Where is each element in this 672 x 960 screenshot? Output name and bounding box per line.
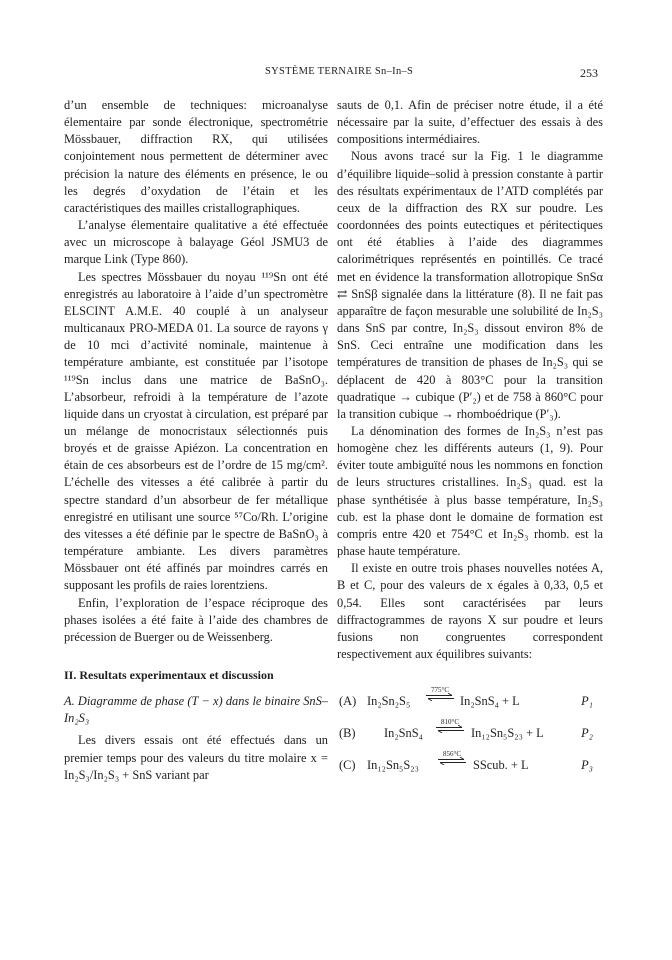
paragraph: Enfin, l’exploration de l’espace réciproque des phases isolées a été faite à l’aide des chambres de précession de Buerger ou de Weissenberg.: [64, 595, 328, 644]
paragraph: La dénomination des formes de In₂S₃ n’est pas homogène chez les différents auteurs (1, 9). Pour éviter toute ambiguïté nous les nommons en fonction de leurs structures cristallines. In₂S₃ quad. est la phase synthétisée à plus basse température, In₂S₃ cub. est la phase dont le domaine de formation est compris entre 420 et 754°C et In₂S₃ rhomb. est la phase haute température.: [337, 423, 603, 559]
paragraph: Les spectres Mössbauer du noyau ¹¹⁹Sn ont été enregistrés au laboratoire à l’aide d’un spectromètre ELSCINT A.M.E. 40 couplé à un analyseur multicanaux PRO-MEDA 01. La source de rayons γ de 10 mci d’activité nominale, maintenue à température ambiante, est constituée par l’isotope ¹¹⁹Sn inclus dans une matrice de BaSnO₃. L’absorbeur, refroidi à la température de l’azote liquide dans un cryostat à circulation, est préparé par un mélange de monocristaux sélectionnés puis broyés et de graisse Apiézon. La concentration en étain de ces absorbeurs est de l’ordre de 15 mg/cm². L’échelle des vitesses a été calibrée à partir du spectre standard d’un absorbeur de fer métallique enregistré en utilisant une source ⁵⁷Co/Rh. L’origine des vitesses a été définie par le spectre de BaSnO₃ à température ambiante. Les divers paramètres Mössbauer ont été affinés par moindres carrés en supposant les profils de raies lorentziens.: [64, 269, 328, 593]
paragraph: Nous avons tracé sur la Fig. 1 le diagramme d’équilibre liquide–solid à pression constante à partir des résultats expérimentaux de l’ATD complétés par ceux de la diffraction des RX sur poudre. Les coordonnées des points eutectiques et péritectiques ont été établies à l’aide des diagrammes calorimétriques représentés en pointillés. Ce tracé met en évidence la transformation allotropique SnSα ⇄ SnSβ signalée dans la littérature (8). Il ne fait pas apparaître de façon mesurable une solubilité de In₂S₃ dans SnS par contre, In₂S₃ dissout environ 8% de SnS. Ceci entraîne une modification dans les températures de transition de phases de In₂S₃ qui se déplacent de 420 à 803°C pour la transition quadratique → cubique (P′₂) et de 758 à 860°C pour la transition cubique → rhomboédrique (P′₃).: [337, 149, 603, 421]
paragraph: Les divers essais ont été effectués dans un premier temps pour des valeurs du titre molaire x = In₂S₃/In₂S₃ + SnS variant par: [64, 733, 328, 782]
paragraph: Il existe en outre trois phases nouvelles notées A, B et C, pour des valeurs de x égales à 0,33, 0,5 et 0,54. Elles sont caractérisées par leurs diffractogrammes de rayons X sur poudre et leurs fusions non congruentes correspondent respectivement aux équilibres suivants:: [337, 561, 603, 661]
equilibrium-arrow-icon: [437, 745, 467, 775]
equation-label: (A): [339, 694, 357, 709]
equation-label: (B): [339, 726, 356, 741]
equation-a: [337, 681, 603, 713]
equation-point: P₁: [581, 694, 593, 709]
equilibrium-equations: [337, 681, 603, 777]
section-title: II. Resultats experimentaux et discussion: [64, 668, 274, 682]
equation-products: SScub. + L: [473, 758, 529, 773]
paragraph: sauts de 0,1. Afin de préciser notre étude, il a été nécessaire par la suite, d’effectuer des essais à des compositions intermédiaires.: [337, 98, 603, 147]
equation-reactant: In₂Sn₂S₅: [367, 694, 411, 709]
left-column: [64, 97, 328, 784]
equation-temperature: 856°C: [443, 750, 461, 759]
equation-c: [337, 745, 603, 777]
running-header: [0, 66, 672, 86]
paragraph: d’un ensemble de techniques: microanalyse élementaire par sonde électronique, spectrométrie Mössbauer, diffraction RX, qui utilisées conjointement nous permettent de déterminer avec précision la nature des éléments en présence, le ou les degrés d’oxydation de l’étain et les caractéristiques des mailles cristallographiques.: [64, 98, 328, 215]
equation-temperature: 810°C: [441, 718, 459, 727]
equation-products: In₂SnS₄ + L: [460, 694, 520, 709]
equation-reactant: In₂SnS₄: [384, 726, 423, 741]
equation-products: In₁₂Sn₅S₂₃ + L: [471, 726, 544, 741]
paragraph: L’analyse élementaire qualitative a été effectuée avec un microscope à balayage Géol JSMU3 de marque Link (Type 860).: [64, 218, 328, 267]
equation-temperature: 775°C: [431, 686, 449, 695]
equation-b: [337, 713, 603, 745]
equation-label: (C): [339, 758, 356, 773]
subsection-title: A. Diagramme de phase (T − x) dans le binaire SnS–In₂S₃: [64, 694, 328, 726]
page-number: 253: [580, 66, 598, 80]
equilibrium-arrow-icon: [435, 713, 465, 743]
running-title: SYSTÈME TERNAIRE Sn–In–S: [265, 66, 414, 77]
equation-point: P₂: [581, 726, 593, 741]
equation-reactant: In₁₂Sn₅S₂₃: [367, 758, 419, 773]
equation-point: P₃: [581, 758, 593, 773]
right-column: [337, 97, 603, 777]
equilibrium-arrow-icon: [425, 681, 455, 711]
